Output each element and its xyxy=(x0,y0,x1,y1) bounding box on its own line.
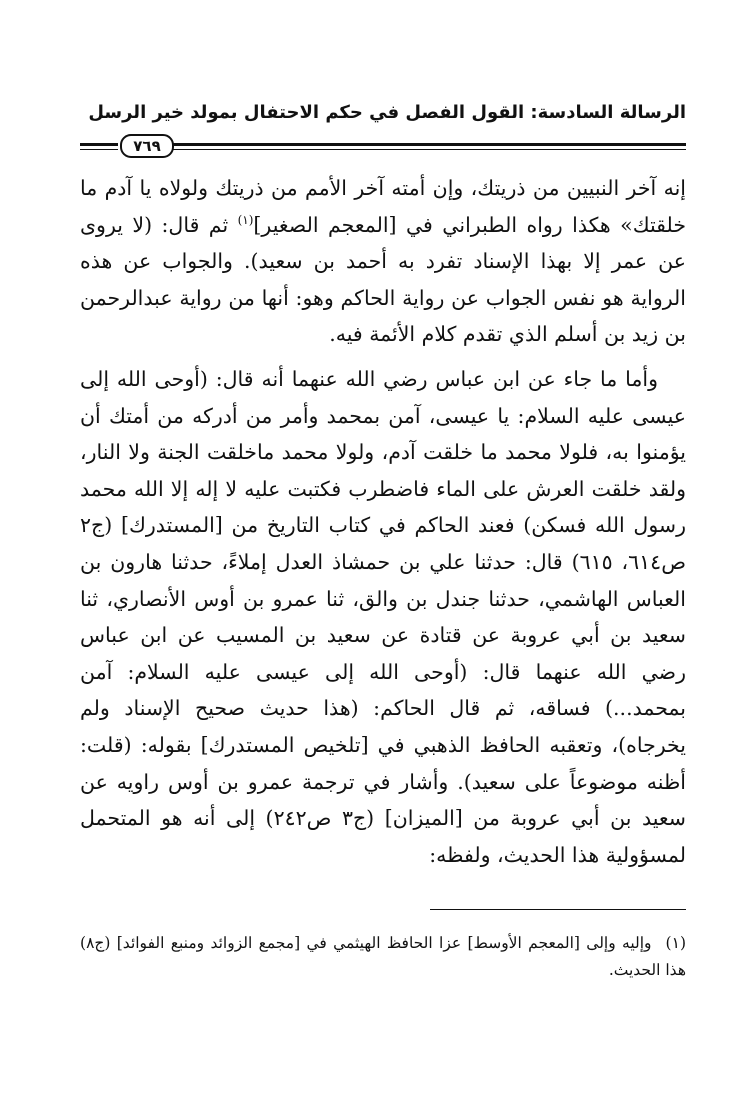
footnote-text: وإليه وإلى [المعجم الأوسط] عزا الحافظ الهيثمي في [مجمع الزوائد ومنبع الفوائد] (ج٨) هذا الحديث. xyxy=(80,934,686,979)
footnote-number: (١) xyxy=(665,934,686,952)
paragraph-1-text: إنه آخر النبيين من ذريتك، وإن أمته آخر الأمم من ذريتك ولولاه يا آدم ما خلقتك» هكذا رواه الطبراني في [المعجم الصغير] xyxy=(80,176,686,237)
paragraph-1 xyxy=(80,170,686,353)
paragraph-2: وأما ما جاء عن ابن عباس رضي الله عنهما أنه قال: (أوحى الله إلى عيسى عليه السلام: يا عيسى، آمن بمحمد وأمر من أدركه من أمتك أن يؤمنوا به، فلولا محمد ما خلقت آدم، ولولا محمد ماخلقت الجنة ولا النار، ولقد خلقت العرش على الماء فاضطرب فكتبت عليه لا إله إلا الله محمد رسول الله فسكن) فعند الحاكم في كتاب التاريخ من [المستدرك] (ج٢ ص٦١٤، ٦١٥) قال: حدثنا علي بن حمشاذ العدل إملاءً، حدثنا هارون بن العباس الهاشمي، حدثنا جندل بن والق، ثنا عمرو بن أوس الأنصاري، ثنا سعيد بن أبي عروبة عن قتادة عن سعيد بن المسيب عن ابن عباس رضي الله عنهما قال: (أوحى الله إلى عيسى عليه السلام: آمن بمحمد...) فساقه، ثم قال الحاكم: (هذا حديث صحيح الإسناد ولم يخرجاه)، وتعقبه الحافظ الذهبي في [تلخيص المستدرك] بقوله: (قلت: أظنه موضوعاً على سعيد). وأشار في ترجمة عمرو بن أوس راويه عن سعيد بن أبي عروبة من [الميزان] (ج٣ ص٢٤٢) إلى أنه هو المتحمل لمسؤولية هذا الحديث، ولفظه: xyxy=(80,366,686,867)
footnote-reference: (١) xyxy=(237,212,254,227)
footnotes xyxy=(80,930,686,984)
footnote-item xyxy=(80,930,686,984)
header-rule xyxy=(80,134,686,156)
main-text xyxy=(80,170,686,873)
footnote-separator xyxy=(430,909,686,910)
header-rule-left-thick xyxy=(80,143,118,146)
header-rule-thick xyxy=(172,143,686,146)
running-header-title: الرسالة السادسة: القول الفصل في حكم الاحتفال بمولد خير الرسل xyxy=(88,102,686,123)
header-rule-left-thin xyxy=(80,149,118,150)
paragraph-1-continuation: ثم قال: (لا يروى عن عمر إلا بهذا الإسناد تفرد به أحمد بن سعيد). والجواب عن هذه الرواية هو نفس الجواب عن رواية الحاكم وهو: أنها من رواية عبدالرحمن بن زيد بن أسلم الذي تقدم كلام الأئمة فيه. xyxy=(80,212,686,347)
page-number: ٧٦٩ xyxy=(120,134,174,158)
header-rule-thin xyxy=(172,149,686,150)
